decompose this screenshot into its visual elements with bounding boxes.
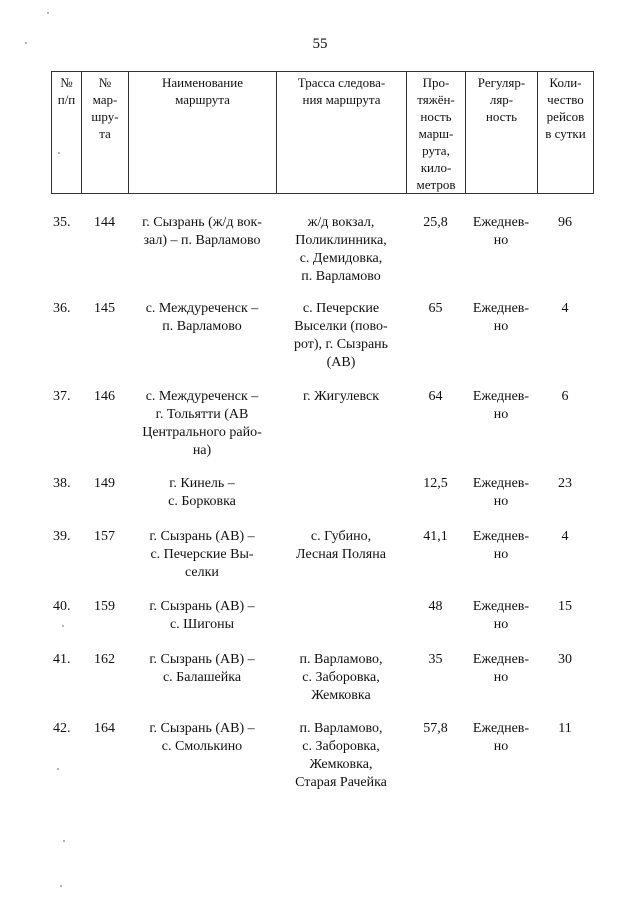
route-code-line: 145 (94, 301, 115, 316)
route-length-line: 57,8 (423, 721, 448, 736)
route-name-line: с. Борковка (168, 494, 236, 509)
route-track-line: Жемковка (311, 688, 371, 703)
row-number-line: 37. (53, 389, 71, 404)
route-length-line: 64 (428, 389, 443, 404)
row-number-line: 42. (53, 721, 71, 736)
route-code (81, 651, 128, 669)
header-col-regularity-line: Регуляр- (477, 75, 526, 90)
row-number-line: 41. (53, 652, 71, 667)
route-regularity-line: Ежеднев- (472, 215, 530, 230)
route-code (81, 300, 128, 318)
trips-per-day-line: 6 (561, 389, 569, 404)
header-col-number-line: п/п (57, 92, 76, 107)
header-col-route-length-line: Про- (422, 75, 450, 90)
trips-per-day (537, 720, 593, 738)
header-col-regularity-line: ность (485, 109, 518, 124)
page-number: 55 (312, 36, 328, 52)
route-name (128, 300, 276, 336)
route-length (406, 388, 465, 406)
header-row (52, 72, 594, 194)
route-name-line: с. Печерские Вы- (150, 547, 254, 562)
header-col-trips-per-day-line: в сутки (545, 126, 586, 141)
route-name-line: селки (185, 565, 219, 580)
route-name (128, 720, 276, 756)
scan-speck (57, 768, 59, 770)
trips-per-day (537, 651, 593, 669)
route-track-line: с. Заборовка, (302, 739, 380, 754)
route-track (276, 388, 406, 406)
header-col-route-length (407, 72, 466, 194)
route-name-line: г. Кинель – (169, 476, 235, 491)
route-name-line: г. Тольятти (АВ (155, 407, 249, 422)
route-code-line: 146 (94, 389, 115, 404)
route-regularity-line: но (493, 494, 509, 509)
route-code (81, 388, 128, 406)
route-track-line: п. Варламово, (299, 721, 383, 736)
route-regularity (465, 598, 537, 634)
route-name-line: г. Сызрань (АВ) – (149, 721, 255, 736)
route-name-line: на) (192, 443, 212, 458)
header-col-route-length-line: марш- (418, 126, 454, 141)
trips-per-day (537, 300, 593, 318)
row-number (51, 214, 81, 232)
header-col-trips-per-day (538, 72, 594, 194)
route-name-line: зал) – п. Варламово (143, 233, 261, 248)
route-track-line: с. Заборовка, (302, 670, 380, 685)
route-code-line: 164 (94, 721, 115, 736)
route-regularity (465, 388, 537, 424)
route-name-line: с. Смолькино (161, 739, 243, 754)
header-col-route-name-line: Наименование (162, 75, 243, 90)
route-regularity-line: Ежеднев- (472, 599, 530, 614)
route-length-line: 65 (428, 301, 443, 316)
trips-per-day (537, 475, 593, 493)
header-col-number (52, 72, 82, 194)
route-track-line: с. Печерские (302, 301, 380, 316)
route-code (81, 528, 128, 546)
header-col-route-code-line: № (98, 75, 112, 90)
route-name-line: г. Сызрань (ж/д вок- (142, 215, 262, 230)
route-length (406, 528, 465, 546)
header-col-route-code (82, 72, 129, 194)
route-name-line: с. Балашейка (162, 670, 242, 685)
row-number (51, 720, 81, 738)
header-col-route-code-line: та (99, 126, 111, 141)
route-name (128, 528, 276, 582)
route-length (406, 214, 465, 232)
route-regularity (465, 300, 537, 336)
row-number (51, 388, 81, 406)
route-regularity (465, 528, 537, 564)
header-col-trips-per-day-line: Коли- (549, 75, 582, 90)
route-track-line: п. Варламово, (299, 652, 383, 667)
route-name-line: с. Междуреченск – (145, 389, 259, 404)
route-name-line: г. Сызрань (АВ) – (149, 599, 255, 614)
row-number (51, 300, 81, 318)
route-regularity-line: Ежеднев- (472, 476, 530, 491)
route-regularity-line: но (493, 233, 509, 248)
row-number-line: 39. (53, 529, 71, 544)
route-regularity-line: но (493, 617, 509, 632)
route-track (276, 651, 406, 705)
trips-per-day-line: 96 (558, 215, 572, 230)
route-regularity-line: но (493, 739, 509, 754)
row-number (51, 475, 81, 493)
route-track (276, 214, 406, 286)
route-track-line: Поликлинника, (295, 233, 387, 248)
route-regularity (465, 214, 537, 250)
route-name-line: г. Сызрань (АВ) – (149, 529, 255, 544)
route-regularity-line: Ежеднев- (472, 301, 530, 316)
route-length-line: 12,5 (423, 476, 448, 491)
route-length-line: 41,1 (423, 529, 448, 544)
route-regularity-line: Ежеднев- (472, 721, 530, 736)
row-number (51, 528, 81, 546)
route-length (406, 720, 465, 738)
scan-speck (63, 840, 65, 842)
trips-per-day (537, 598, 593, 616)
row-number (51, 651, 81, 669)
header-col-route-length-line: кило- (420, 160, 452, 175)
route-regularity-line: Ежеднев- (472, 529, 530, 544)
route-track-line: ж/д вокзал, (307, 215, 375, 230)
route-code (81, 720, 128, 738)
scan-speck (25, 42, 27, 44)
route-name-line: г. Сызрань (АВ) – (149, 652, 255, 667)
route-regularity-line: Ежеднев- (472, 389, 530, 404)
header-col-trips-per-day-line: рейсов (546, 109, 585, 124)
route-track (276, 528, 406, 564)
route-code-line: 162 (94, 652, 115, 667)
header-col-number-line: № (60, 75, 73, 90)
route-name (128, 475, 276, 511)
route-code-line: 149 (94, 476, 115, 491)
scan-speck (60, 885, 62, 887)
route-regularity (465, 720, 537, 756)
route-track-line: (АВ) (326, 355, 356, 370)
header-col-route-length-line: метров (416, 177, 456, 192)
scan-speck (58, 152, 60, 154)
route-track-line: п. Варламово (301, 269, 381, 284)
route-length-line: 48 (428, 599, 443, 614)
route-track-line: с. Демидовка, (299, 251, 383, 266)
route-track-line: с. Губино, (310, 529, 372, 544)
route-code-line: 144 (94, 215, 115, 230)
header-col-route-code-line: шру- (91, 109, 119, 124)
route-code-line: 157 (94, 529, 115, 544)
route-track (276, 300, 406, 372)
route-code (81, 475, 128, 493)
row-number-line: 35. (53, 215, 71, 230)
route-table-header (51, 71, 594, 194)
route-regularity (465, 475, 537, 511)
trips-per-day (537, 528, 593, 546)
route-regularity-line: но (493, 407, 509, 422)
route-track-line: Старая Рачейка (295, 775, 387, 790)
route-name (128, 651, 276, 687)
scan-speck (62, 625, 64, 627)
header-col-route-name (129, 72, 277, 194)
route-name-line: Центрального райо- (142, 425, 262, 440)
route-track-line: Выселки (пово- (294, 319, 388, 334)
trips-per-day-line: 4 (561, 529, 569, 544)
trips-per-day-line: 23 (558, 476, 572, 491)
trips-per-day-line: 4 (561, 301, 569, 316)
route-track-line: рот), г. Сызрань (293, 337, 389, 352)
route-code (81, 598, 128, 616)
route-length-line: 35 (428, 652, 443, 667)
trips-per-day (537, 214, 593, 232)
header-col-route-code-line: мар- (92, 92, 118, 107)
route-track-line: Жемковка, (309, 757, 373, 772)
route-track-line: Лесная Поляна (296, 547, 386, 562)
route-length (406, 300, 465, 318)
route-name (128, 598, 276, 634)
route-code-line: 159 (94, 599, 115, 614)
header-col-regularity-line: ляр- (489, 92, 514, 107)
row-number-line: 40. (53, 599, 71, 614)
route-length (406, 651, 465, 669)
row-number-line: 38. (53, 476, 71, 491)
header-col-route-length-line: ность (420, 109, 452, 124)
header-col-trips-per-day-line: чество (547, 92, 584, 107)
route-track-line: г. Жигулевск (302, 389, 380, 404)
trips-per-day-line: 11 (558, 721, 572, 736)
header-col-route-length-line: тяжён- (417, 92, 455, 107)
trips-per-day-line: 30 (558, 652, 572, 667)
header-col-route-track-line: Трасса следова- (297, 75, 386, 90)
route-length (406, 475, 465, 493)
route-track (276, 720, 406, 792)
route-regularity-line: но (493, 319, 509, 334)
route-regularity (465, 651, 537, 687)
scan-speck (47, 12, 49, 14)
row-number-line: 36. (53, 301, 71, 316)
header-col-regularity (466, 72, 538, 194)
route-regularity-line: но (493, 547, 509, 562)
route-code (81, 214, 128, 232)
route-name-line: с. Шигоны (169, 617, 235, 632)
route-name-line: с. Междуреченск – (145, 301, 259, 316)
route-name (128, 388, 276, 460)
route-name (128, 214, 276, 250)
route-length (406, 598, 465, 616)
header-col-route-track-line: ния маршрута (302, 92, 381, 107)
header-col-route-length-line: рута, (422, 143, 450, 158)
row-number (51, 598, 81, 616)
trips-per-day-line: 15 (558, 599, 572, 614)
trips-per-day (537, 388, 593, 406)
route-regularity-line: Ежеднев- (472, 652, 530, 667)
route-regularity-line: но (493, 670, 509, 685)
header-col-route-track (277, 72, 407, 194)
route-name-line: п. Варламово (162, 319, 242, 334)
route-length-line: 25,8 (423, 215, 448, 230)
header-col-route-name-line: маршрута (175, 92, 230, 107)
